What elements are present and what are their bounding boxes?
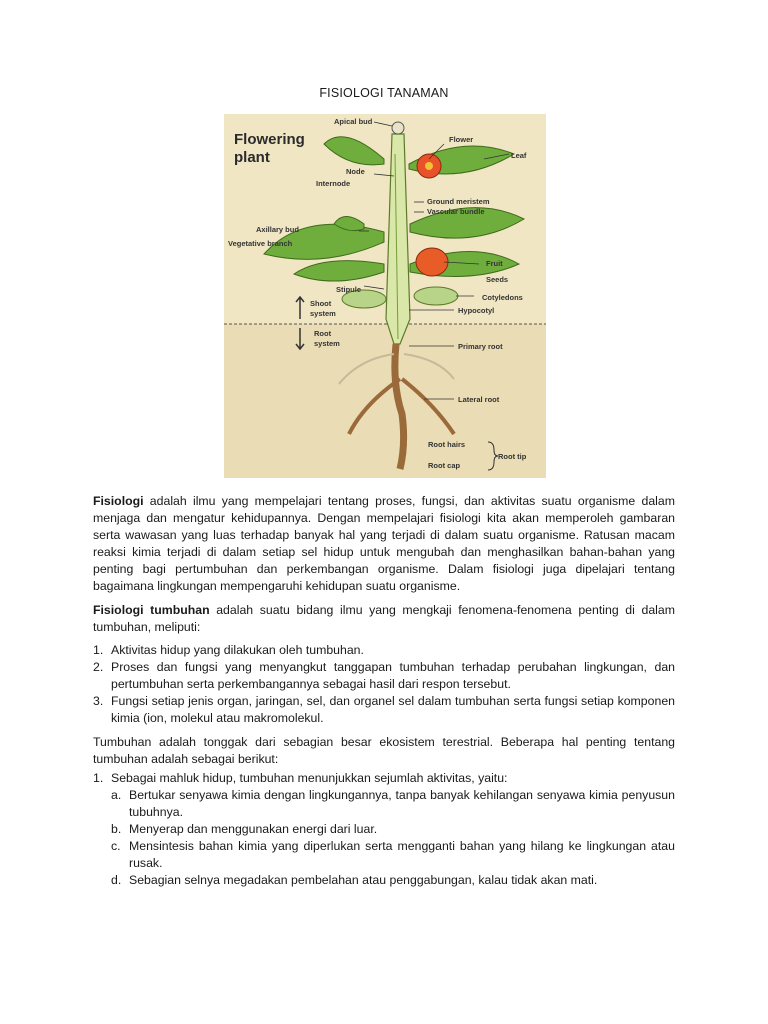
list-item-number: 2.: [93, 660, 104, 674]
label-flower: Flower: [449, 135, 474, 144]
list-item: [93, 642, 675, 659]
sub-list-item: [93, 821, 675, 838]
label-shoot-system-2: system: [310, 309, 336, 318]
list-item-number: 3.: [93, 694, 104, 708]
label-cotyledons: Cotyledons: [482, 293, 523, 302]
label-apical-bud: Apical bud: [334, 117, 373, 126]
label-vegetative-branch: Vegetative branch: [228, 239, 293, 248]
sub-list-item-text: Mensintesis bahan kimia yang diperlukan serta mengganti bahan yang hilang ke lingkungan atau rusak.: [129, 839, 675, 870]
paragraph-fisiologi-body: adalah ilmu yang mempelajari tentang proses, fungsi, dan aktivitas suatu organisme dalam menjaga dan mengatur kehidupannya. Dengan mempelajari fisiologi kita akan memperoleh gambaran serta wawasan yang luas terhadap banyak hal yang terjadi di dalam suatu organisme. Ratusan macam reaksi kimia terjadi di dalam setiap sel hidup untuk mengubah dan menghasilkan bahan-bahan yang penting bagi pertumbuhan dan perkembangan organisme. Dalam fisiologi juga dipelajari tentang bagaimana lingkungan mempengaruhi kehidupan suatu organisme.: [93, 494, 675, 593]
list-item-text: Proses dan fungsi yang menyangkut tanggapan tumbuhan terhadap perubahan lingkungan, dan pertumbuhan serta perkembangannya sebagai hasil dari respon tersebut.: [111, 660, 675, 691]
paragraph-fisiologi-tumbuhan: [93, 602, 675, 636]
flowering-plant-figure: [224, 114, 546, 478]
paragraph-tumbuhan-body: Tumbuhan adalah tonggak dari sebagian besar ekosistem terestrial. Beberapa hal penting tentang tumbuhan adalah sebagai berikut:: [93, 735, 675, 766]
sub-list-item-letter: d.: [111, 873, 122, 887]
label-root-hairs: Root hairs: [428, 440, 466, 449]
label-stipule: Stipule: [336, 285, 362, 294]
paragraph-fisiologi-tumbuhan-body: adalah suatu bidang ilmu yang mengkaji fenomena-fenomena penting di dalam tumbuhan, meliputi:: [93, 603, 675, 634]
apical-bud-shape: [392, 122, 404, 134]
page-title: FISIOLOGI TANAMAN: [319, 86, 449, 100]
label-root-tip: Root tip: [498, 452, 527, 461]
sub-list-item-text: Bertukar senyawa kimia dengan lingkungannya, tanpa banyak kehilangan senyawa kimia penyusun tubuhnya.: [129, 788, 675, 819]
label-hypocotyl: Hypocotyl: [458, 306, 495, 315]
sub-list-item-text: Sebagian selnya megadakan pembelahan atau penggabungan, kalau tidak akan mati.: [129, 873, 598, 887]
term-fisiologi: Fisiologi: [93, 494, 144, 508]
sub-list-item: [93, 872, 675, 889]
label-lateral-root: Lateral root: [458, 395, 500, 404]
list-item-number: 1.: [93, 771, 104, 785]
sub-list-item-text: Menyerap dan menggunakan energi dari luar.: [129, 822, 378, 836]
label-seeds: Seeds: [486, 275, 509, 284]
label-root-system-1: Root: [314, 329, 332, 338]
list-item-text: Fungsi setiap jenis organ, jaringan, sel, dan organel sel dalam tumbuhan serta fungsi setiap komponen kimia (ion, molekul atau makromolekul.: [111, 694, 675, 725]
sub-list-item-letter: b.: [111, 822, 122, 836]
list-item: [93, 693, 675, 727]
label-fruit: Fruit: [486, 259, 503, 268]
cotyledon-right: [414, 287, 458, 305]
term-fisiologi-tumbuhan: Fisiologi tumbuhan: [93, 603, 210, 617]
list-hal-penting: [93, 770, 675, 889]
flower-center: [425, 162, 433, 170]
label-root-cap: Root cap: [428, 461, 461, 470]
figure-heading-line1: Flowering: [234, 131, 305, 148]
label-node: Node: [346, 167, 365, 176]
paragraph-tumbuhan: [93, 734, 675, 768]
list-item-text: Aktivitas hidup yang dilakukan oleh tumbuhan.: [111, 643, 364, 657]
sub-list-item: [93, 787, 675, 821]
list-item: [93, 659, 675, 693]
figure-heading-line2: plant: [234, 149, 270, 166]
list-fenomena: [93, 642, 675, 727]
label-leaf: Leaf: [511, 151, 527, 160]
label-vascular-bundle: Vascular bundle: [427, 207, 485, 216]
label-axillary-bud: Axillary bud: [256, 225, 299, 234]
label-shoot-system-1: Shoot: [310, 299, 332, 308]
sub-list-item-letter: a.: [111, 788, 122, 802]
flowering-plant-diagram: [224, 114, 546, 478]
list-item: [93, 770, 675, 787]
sub-list-item: [93, 838, 675, 872]
label-ground-meristem: Ground meristem: [427, 197, 490, 206]
fruit-shape: [416, 248, 448, 276]
list-item-number: 1.: [93, 643, 104, 657]
sub-list-item-letter: c.: [111, 839, 121, 853]
label-internode: Internode: [316, 179, 351, 188]
paragraph-fisiologi: [93, 493, 675, 595]
label-primary-root: Primary root: [458, 342, 503, 351]
label-root-system-2: system: [314, 339, 340, 348]
list-item-text: Sebagai mahluk hidup, tumbuhan menunjukkan sejumlah aktivitas, yaitu:: [111, 771, 508, 785]
